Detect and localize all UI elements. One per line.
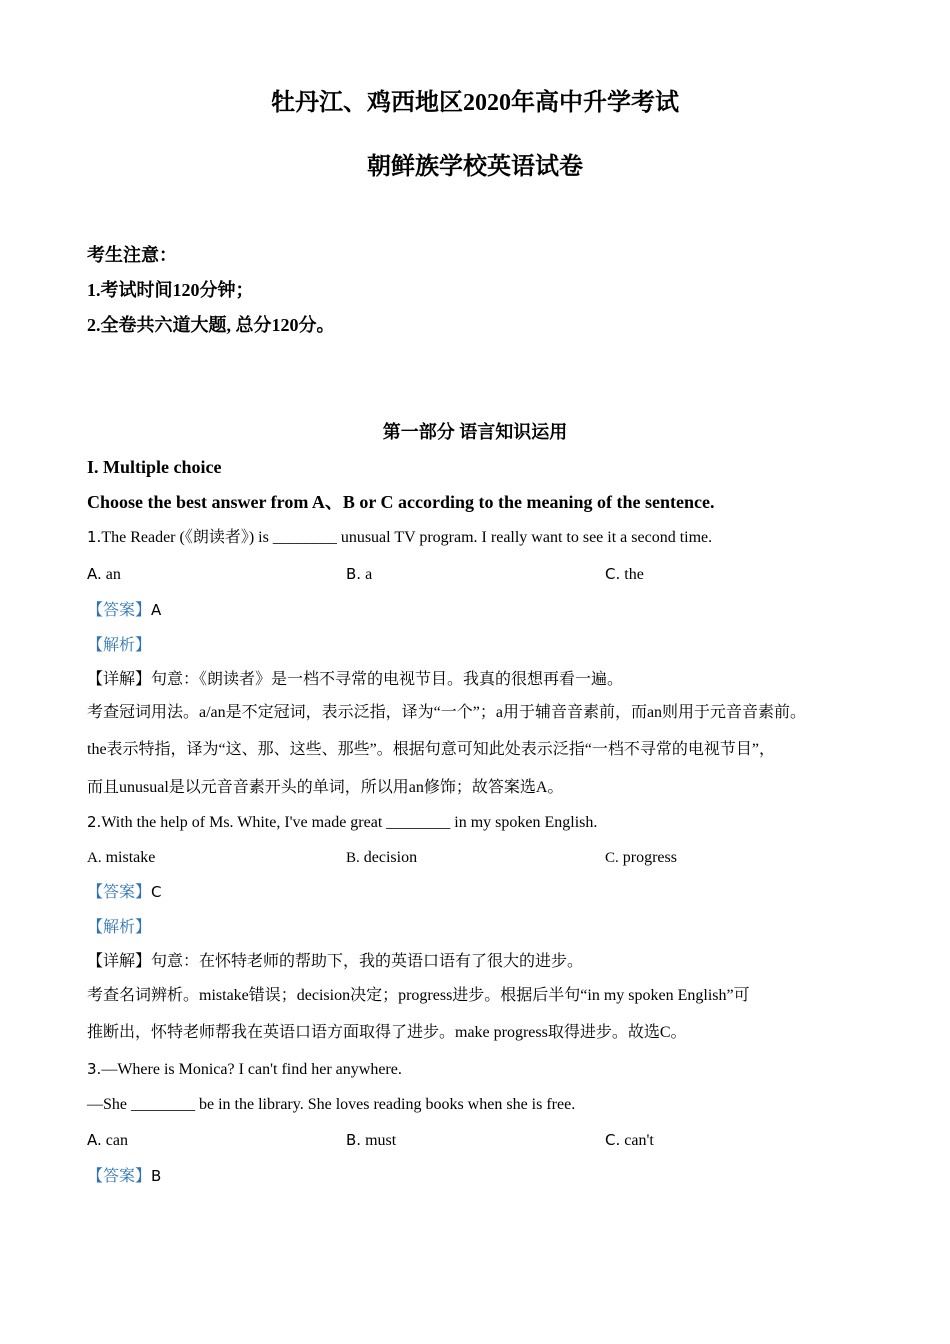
notice-heading: 考生注意： bbox=[87, 245, 177, 265]
question-3 bbox=[87, 1059, 402, 1080]
exam-subtitle: 朝鲜族学校英语试卷 bbox=[367, 154, 583, 180]
analysis-label: 【解析】 bbox=[87, 637, 152, 654]
option-b: B. must bbox=[346, 1131, 397, 1149]
notice-item-score: 2.全卷共六道大题, 总分120分。 bbox=[87, 315, 335, 335]
answer-blank: ________ bbox=[386, 814, 451, 831]
answer-line: 【答案】B bbox=[87, 1167, 162, 1185]
option-a: A. mistake bbox=[87, 849, 156, 866]
option-a: A. can bbox=[87, 1131, 128, 1149]
option-c: C. the bbox=[605, 565, 644, 583]
analysis-label: 【解析】 bbox=[87, 919, 152, 936]
explanation-line: 而且unusual是以元音音素开头的单词，所以用an修饰；故答案选A。 bbox=[87, 779, 564, 796]
answer-line: 【答案】A bbox=[87, 601, 162, 619]
option-c: C. progress bbox=[605, 849, 677, 866]
question-2 bbox=[87, 812, 597, 833]
question-text: The Reader (《朗读者》) is bbox=[101, 529, 273, 546]
explanation-line: the表示特指，译为“这、那、这些、那些”。根据句意可知此处表示泛指“一档不寻常的电视节目”， bbox=[87, 741, 775, 758]
section-heading: I. Multiple choice bbox=[87, 457, 222, 477]
explanation-line: 考查名词辨析。mistake错误；decision决定；progress进步。根据后半句“in my spoken English”可 bbox=[87, 987, 750, 1004]
part-title: 第一部分 语言知识运用 bbox=[382, 422, 568, 442]
explanation-line: 推断出，怀特老师帮我在英语口语方面取得了进步。make progress取得进步。故选C。 bbox=[87, 1024, 687, 1041]
detail-line: 【详解】句意：《朗读者》是一档不寻常的电视节目。我真的很想再看一遍。 bbox=[87, 671, 624, 688]
explanation-line: 考查冠词用法。a/an是不定冠词，表示泛指，译为“一个”；a用于辅音音素前，而an则用于元音音素前。 bbox=[87, 704, 807, 721]
answer-blank: ________ bbox=[131, 1096, 195, 1113]
option-a: A. an bbox=[87, 565, 121, 583]
section-instruction: Choose the best answer from A、B or C according to the meaning of the sentence. bbox=[87, 492, 715, 512]
option-c: C. can't bbox=[605, 1131, 654, 1149]
question-number: 2. bbox=[87, 813, 102, 831]
answer-line: 【答案】C bbox=[87, 883, 162, 901]
question-number: 1. bbox=[87, 528, 102, 546]
notice-item-time: 1.考试时间120分钟； bbox=[87, 280, 254, 300]
exam-title: 牡丹江、鸡西地区2020年高中升学考试 bbox=[271, 90, 679, 116]
option-b: B. decision bbox=[346, 849, 418, 866]
question-text: With the help of Ms. White, I've made great bbox=[101, 814, 387, 831]
question-text: —Where is Monica? I can't find her anywhere. bbox=[101, 1061, 402, 1078]
answer-blank: ________ bbox=[272, 529, 337, 546]
question-number: 3. bbox=[87, 1060, 102, 1078]
option-b: B. a bbox=[346, 565, 373, 583]
question-1 bbox=[87, 527, 712, 548]
detail-line: 【详解】句意：在怀特老师的帮助下，我的英语口语有了很大的进步。 bbox=[87, 953, 584, 970]
question-text: unusual TV program. I really want to see it a second time. bbox=[336, 529, 713, 546]
question-3-response: —She ________ be in the library. She loves reading books when she is free. bbox=[87, 1096, 576, 1113]
question-text: in my spoken English. bbox=[450, 814, 598, 831]
